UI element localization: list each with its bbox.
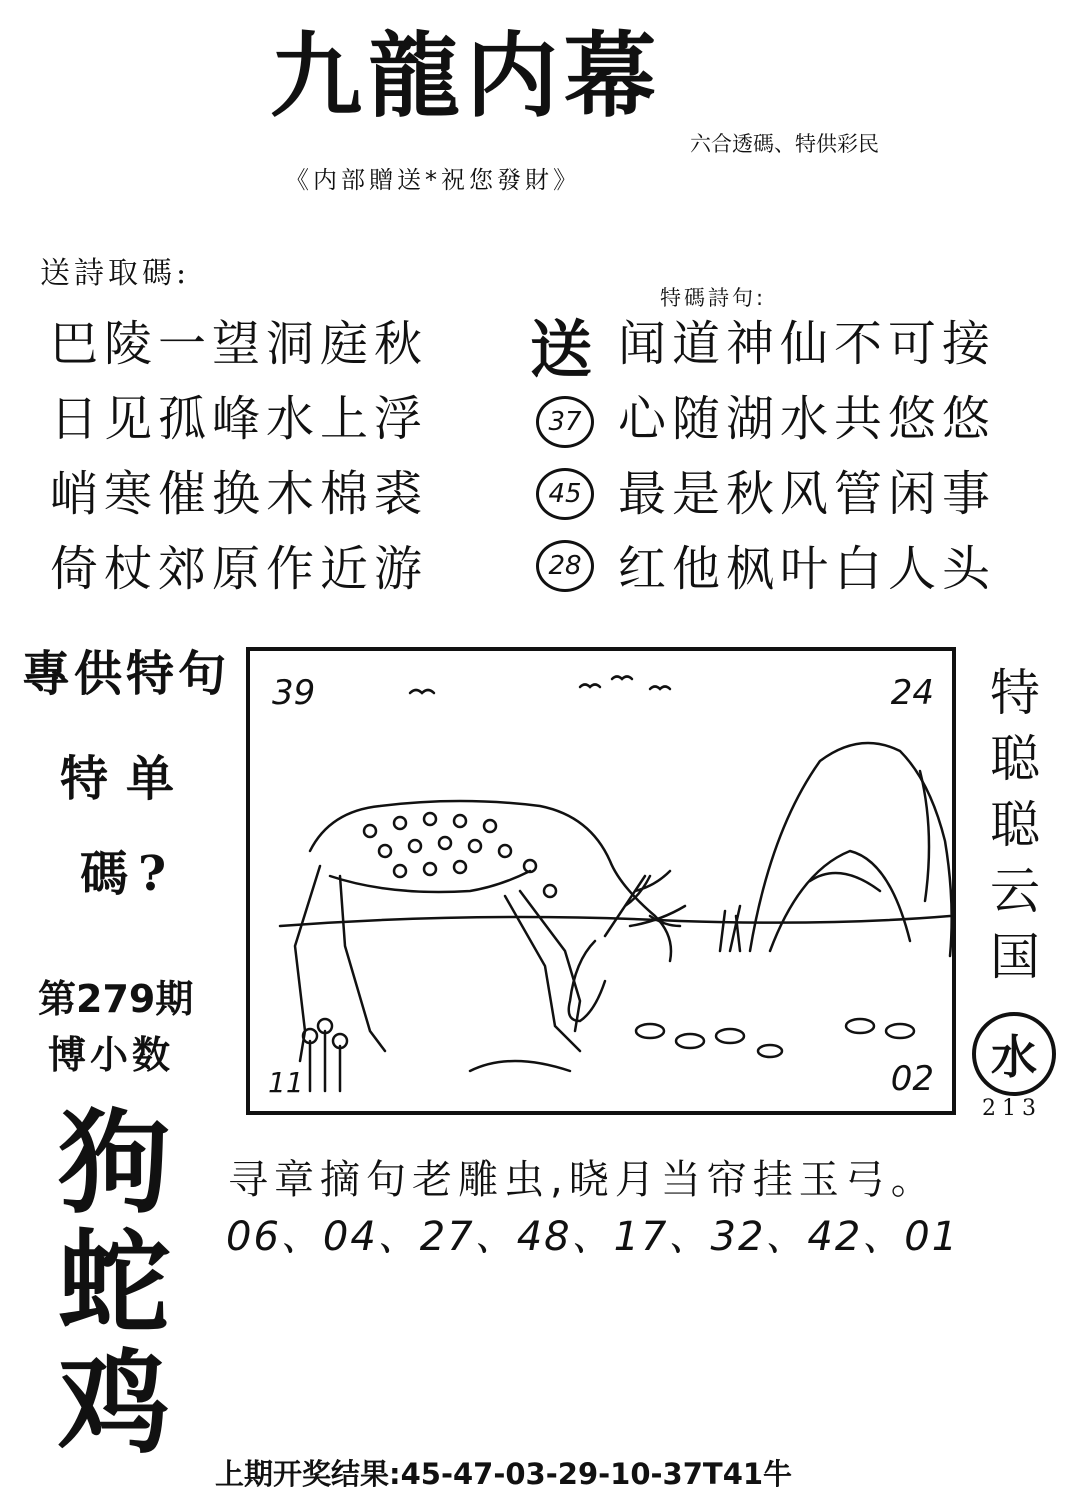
zodiac-3: 鸡 <box>58 1338 170 1469</box>
circled-number-2: 45 <box>536 468 594 520</box>
riddle-line: 寻章摘句老雕虫,晓月当帘挂玉弓。 <box>228 1157 937 1203</box>
poem-line-4: 倚杖郊原作近游 <box>50 541 429 597</box>
vertical-char-4: 云 <box>990 862 1040 920</box>
right-vertical-text <box>985 660 1045 990</box>
tail-line-2: 心随湖水共悠悠 <box>618 391 997 447</box>
illustration-frame <box>246 647 956 1115</box>
issue-desc: 博小数 <box>48 1032 175 1077</box>
corner-number-bottom-right: 02 <box>890 1059 934 1099</box>
tail-line-4: 红他枫叶白人头 <box>618 541 997 597</box>
issue-number: 第279期 <box>38 977 194 1021</box>
water-badge: 水 <box>972 1012 1056 1096</box>
deer-illustration <box>250 651 952 1111</box>
question-line-2: 碼? <box>80 846 177 902</box>
corner-number-bottom-left: 11 <box>268 1066 304 1099</box>
poem-line-1: 巴陵一望洞庭秋 <box>50 316 429 372</box>
tail-line-1: 闻道神仙不可接 <box>618 316 997 372</box>
corner-number-top-left: 39 <box>272 673 316 713</box>
tail-line-3: 最是秋风管闲事 <box>618 466 997 522</box>
vertical-char-5: 国 <box>990 928 1040 986</box>
poem-line-3: 峭寒催换木棉裘 <box>50 466 429 522</box>
water-number: 213 <box>982 1096 1042 1121</box>
send-char: 送 <box>530 313 593 386</box>
vertical-char-3: 聪 <box>990 796 1040 854</box>
last-result: 上期开奖结果:45-47-03-29-10-37T41牛 <box>215 1457 793 1491</box>
corner-number-top-right: 24 <box>890 673 934 713</box>
tagline: 六合透碼、特供彩民 <box>690 132 879 156</box>
poem-label: 送詩取碼: <box>40 256 191 291</box>
special-line: 專供特句 <box>22 646 231 702</box>
zodiac-2: 蛇 <box>58 1218 170 1349</box>
vertical-char-2: 聪 <box>990 730 1040 788</box>
circled-number-1: 37 <box>536 396 594 448</box>
page-title: 九龍内幕 <box>270 22 663 130</box>
question-line-1: 特单 <box>60 751 193 807</box>
vertical-char-1: 特 <box>990 664 1040 722</box>
zodiac-1: 狗 <box>58 1098 170 1229</box>
poem-line-2: 日见孤峰水上浮 <box>50 391 429 447</box>
number-list: 06、04、27、48、17、32、42、01 <box>226 1214 960 1260</box>
subtitle: 《内部贈送*祝您發財》 <box>285 166 581 194</box>
tail-poem-label: 特碼詩句: <box>660 286 767 310</box>
circled-number-3: 28 <box>536 540 594 592</box>
